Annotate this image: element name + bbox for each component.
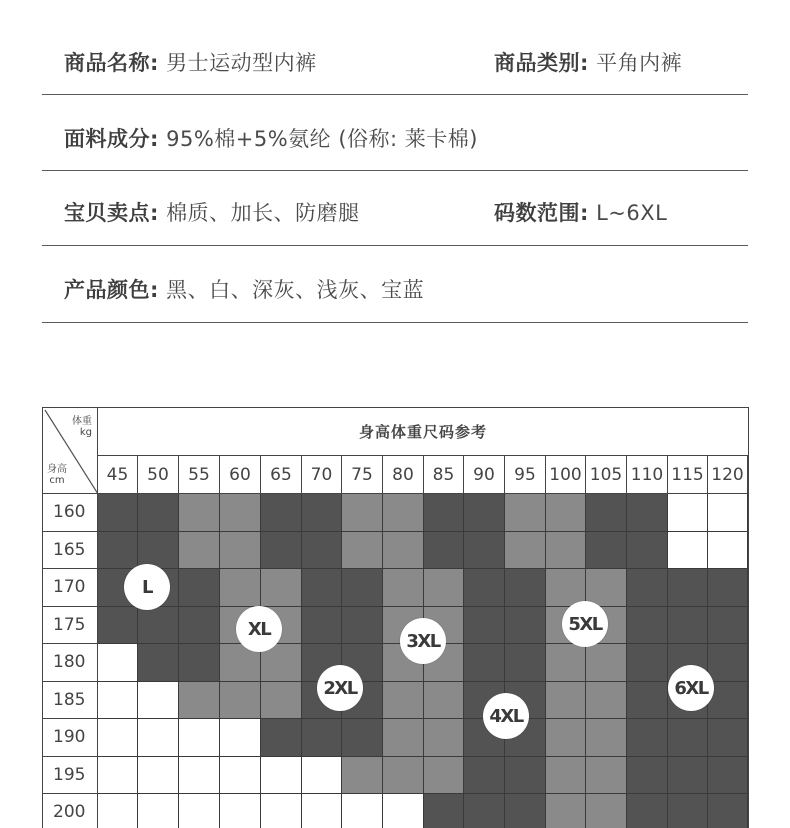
- grid-cell: [708, 719, 748, 757]
- grid-cell: [627, 757, 668, 795]
- height-row-label-180: 180: [43, 644, 98, 682]
- height-row-label-175: 175: [43, 607, 98, 645]
- grid-cell: [342, 794, 383, 828]
- grid-cell: [342, 607, 383, 645]
- grid-cell: [179, 494, 220, 532]
- grid-cell: [302, 532, 342, 570]
- grid-cell: [424, 569, 464, 607]
- height-row-label-200: 200: [43, 794, 98, 828]
- grid-cell: [708, 682, 748, 720]
- grid-cell: [220, 532, 261, 570]
- weight-header-100: 100: [546, 456, 586, 494]
- grid-cell: [464, 494, 505, 532]
- info-row-fabric: [42, 95, 748, 171]
- grid-cell: [708, 607, 748, 645]
- height-axis-label: [47, 464, 67, 486]
- grid-cell: [424, 494, 464, 532]
- size-chart: [42, 407, 749, 828]
- grid-cell: [302, 494, 342, 532]
- grid-cell: [586, 532, 627, 570]
- grid-cell: [424, 719, 464, 757]
- grid-cell: [424, 757, 464, 795]
- grid-cell: [138, 719, 179, 757]
- grid-cell: [708, 644, 748, 682]
- grid-cell: [138, 494, 179, 532]
- grid-cell: [138, 682, 179, 720]
- weight-header-90: 90: [464, 456, 505, 494]
- weight-header-65: 65: [261, 456, 302, 494]
- grid-cell: [424, 794, 464, 828]
- grid-cell: [220, 719, 261, 757]
- height-row-label-160: 160: [43, 494, 98, 532]
- grid-cell: [668, 532, 708, 570]
- product-name-value: 男士运动型内裤: [166, 51, 317, 75]
- size-badge-6xl: 6XL: [668, 665, 714, 711]
- info-row-colors: [42, 246, 748, 323]
- weight-header-45: 45: [98, 456, 138, 494]
- grid-cell: [98, 644, 138, 682]
- grid-cell: [505, 757, 546, 795]
- size-range: [494, 199, 667, 227]
- grid-cell: [627, 794, 668, 828]
- grid-cell: [708, 569, 748, 607]
- weight-header-95: 95: [505, 456, 546, 494]
- size-badge-4xl: 4XL: [483, 693, 529, 739]
- grid-cell: [302, 607, 342, 645]
- grid-cell: [505, 494, 546, 532]
- grid-cell: [505, 644, 546, 682]
- grid-cell: [464, 644, 505, 682]
- grid-cell: [708, 794, 748, 828]
- weight-header-60: 60: [220, 456, 261, 494]
- grid-cell: [261, 494, 302, 532]
- grid-cell: [627, 719, 668, 757]
- grid-cell: [505, 569, 546, 607]
- grid-cell: [464, 532, 505, 570]
- grid-cell: [302, 794, 342, 828]
- selling-points-value: 棉质、加长、防磨腿: [166, 201, 360, 225]
- grid-cell: [342, 757, 383, 795]
- grid-cell: [505, 532, 546, 570]
- grid-cell: [627, 494, 668, 532]
- grid-cell: [546, 757, 586, 795]
- grid-cell: [383, 794, 424, 828]
- grid-cell: [261, 682, 302, 720]
- grid-cell: [505, 794, 546, 828]
- product-name-label: 商品名称:: [64, 51, 159, 75]
- grid-cell: [179, 719, 220, 757]
- grid-cell: [546, 682, 586, 720]
- grid-cell: [261, 532, 302, 570]
- fabric-composition: [64, 125, 478, 153]
- weight-unit: kg: [79, 427, 92, 438]
- grid-cell: [505, 607, 546, 645]
- grid-cell: [464, 607, 505, 645]
- product-category-value: 平角内裤: [596, 51, 683, 75]
- grid-cell: [179, 607, 220, 645]
- size-range-label: 码数范围:: [494, 201, 589, 225]
- info-row-name-category: [42, 45, 748, 95]
- grid-cell: [383, 682, 424, 720]
- grid-cell: [220, 682, 261, 720]
- product-category-label: 商品类别:: [494, 51, 589, 75]
- grid-cell: [138, 607, 179, 645]
- grid-cell: [220, 494, 261, 532]
- grid-cell: [342, 719, 383, 757]
- grid-cell: [586, 719, 627, 757]
- grid-cell: [586, 569, 627, 607]
- grid-cell: [708, 494, 748, 532]
- grid-cell: [586, 757, 627, 795]
- grid-cell: [546, 719, 586, 757]
- grid-cell: [98, 757, 138, 795]
- grid-cell: [179, 644, 220, 682]
- grid-cell: [220, 757, 261, 795]
- weight-header-50: 50: [138, 456, 179, 494]
- height-row-label-170: 170: [43, 569, 98, 607]
- grid-cell: [342, 569, 383, 607]
- grid-cell: [668, 794, 708, 828]
- weight-axis-label: [72, 416, 92, 438]
- size-range-value: L~6XL: [596, 201, 668, 225]
- weight-header-85: 85: [424, 456, 464, 494]
- grid-cell: [627, 532, 668, 570]
- grid-cell: [302, 719, 342, 757]
- grid-cell: [627, 569, 668, 607]
- grid-cell: [668, 719, 708, 757]
- grid-cell: [220, 569, 261, 607]
- weight-header-120: 120: [708, 456, 748, 494]
- grid-cell: [383, 719, 424, 757]
- weight-header-75: 75: [342, 456, 383, 494]
- height-unit: cm: [49, 475, 65, 486]
- size-chart-corner: [43, 408, 98, 494]
- grid-cell: [464, 757, 505, 795]
- grid-cell: [179, 794, 220, 828]
- grid-cell: [383, 757, 424, 795]
- grid-cell: [546, 644, 586, 682]
- grid-cell: [220, 794, 261, 828]
- colors-label: 产品颜色:: [64, 278, 159, 302]
- grid-cell: [383, 494, 424, 532]
- grid-cell: [668, 494, 708, 532]
- grid-cell: [342, 494, 383, 532]
- grid-cell: [668, 607, 708, 645]
- grid-cell: [464, 794, 505, 828]
- grid-cell: [546, 494, 586, 532]
- grid-cell: [586, 794, 627, 828]
- grid-cell: [98, 794, 138, 828]
- product-name: [64, 49, 317, 77]
- grid-cell: [586, 494, 627, 532]
- size-badge-xl: XL: [236, 606, 282, 652]
- grid-cell: [668, 757, 708, 795]
- grid-cell: [424, 532, 464, 570]
- weight-header-105: 105: [586, 456, 627, 494]
- grid-cell: [98, 494, 138, 532]
- grid-cell: [138, 757, 179, 795]
- grid-cell: [424, 682, 464, 720]
- grid-cell: [708, 757, 748, 795]
- size-chart-title: 身高体重尺码参考: [98, 408, 748, 456]
- fabric-label: 面料成分:: [64, 127, 159, 151]
- size-badge-3xl: 3XL: [400, 618, 446, 664]
- grid-cell: [179, 682, 220, 720]
- grid-cell: [98, 532, 138, 570]
- grid-cell: [708, 532, 748, 570]
- grid-cell: [261, 569, 302, 607]
- weight-label: 体重: [72, 416, 92, 427]
- grid-cell: [627, 682, 668, 720]
- height-row-label-195: 195: [43, 757, 98, 795]
- weight-header-110: 110: [627, 456, 668, 494]
- grid-cell: [179, 569, 220, 607]
- grid-cell: [302, 757, 342, 795]
- selling-points-label: 宝贝卖点:: [64, 201, 159, 225]
- weight-header-55: 55: [179, 456, 220, 494]
- size-badge-5xl: 5XL: [562, 601, 608, 647]
- grid-cell: [261, 757, 302, 795]
- grid-cell: [383, 532, 424, 570]
- grid-cell: [546, 794, 586, 828]
- height-row-label-165: 165: [43, 532, 98, 570]
- selling-points: [64, 199, 360, 227]
- grid-cell: [586, 682, 627, 720]
- grid-cell: [668, 569, 708, 607]
- product-colors: [64, 276, 424, 304]
- grid-cell: [383, 569, 424, 607]
- grid-cell: [546, 532, 586, 570]
- grid-cell: [138, 794, 179, 828]
- grid-cell: [138, 644, 179, 682]
- grid-cell: [98, 682, 138, 720]
- grid-cell: [179, 532, 220, 570]
- height-label: 身高: [47, 464, 67, 475]
- grid-cell: [261, 719, 302, 757]
- height-row-label-185: 185: [43, 682, 98, 720]
- grid-cell: [98, 607, 138, 645]
- fabric-value: 95%棉+5%氨纶 (俗称: 莱卡棉): [166, 127, 478, 151]
- info-row-points-range: [42, 171, 748, 246]
- grid-cell: [302, 569, 342, 607]
- weight-header-80: 80: [383, 456, 424, 494]
- grid-cell: [179, 757, 220, 795]
- grid-cell: [261, 794, 302, 828]
- height-row-label-190: 190: [43, 719, 98, 757]
- grid-cell: [342, 532, 383, 570]
- grid-cell: [627, 607, 668, 645]
- colors-value: 黑、白、深灰、浅灰、宝蓝: [166, 278, 425, 302]
- grid-cell: [627, 644, 668, 682]
- grid-cell: [586, 644, 627, 682]
- size-badge-2xl: 2XL: [317, 665, 363, 711]
- size-badge-l: L: [124, 564, 170, 610]
- product-category: [494, 49, 682, 77]
- weight-header-70: 70: [302, 456, 342, 494]
- weight-header-115: 115: [668, 456, 708, 494]
- grid-cell: [464, 569, 505, 607]
- grid-cell: [98, 719, 138, 757]
